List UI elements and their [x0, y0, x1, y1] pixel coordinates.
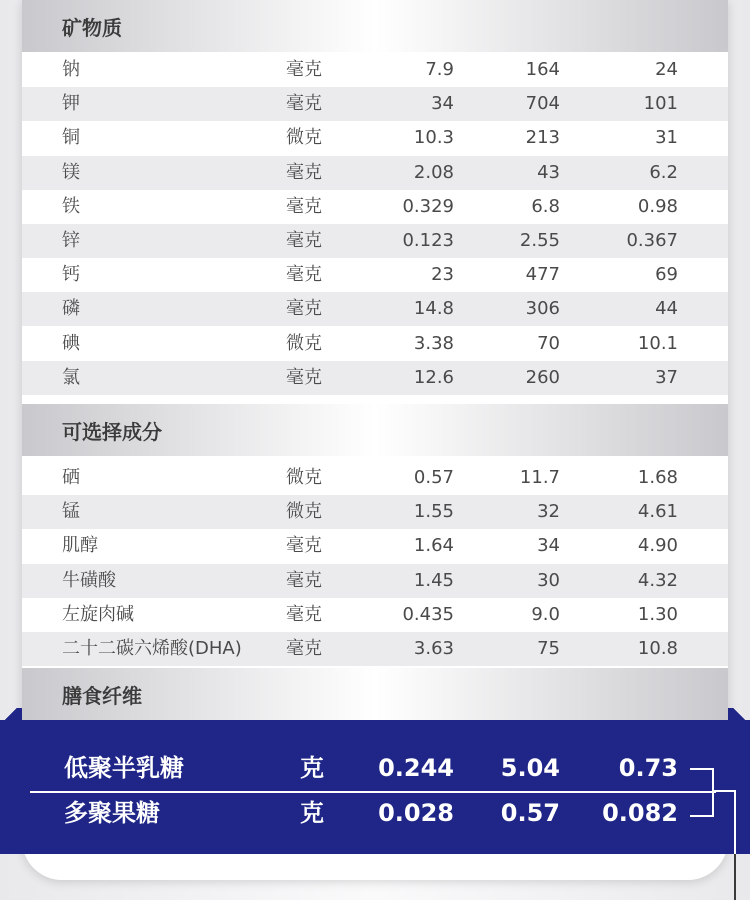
cell-unit: 微克 — [286, 467, 322, 488]
cell-v1: 0.57 — [413, 467, 454, 488]
cell-unit: 微克 — [286, 332, 322, 354]
table-row — [22, 87, 728, 121]
cell-name: 钠 — [62, 59, 80, 80]
table-row — [22, 327, 728, 361]
cell-v3: 24 — [655, 59, 678, 80]
cell-name: 多聚果糖 — [64, 799, 160, 827]
cell-v2: 306 — [525, 298, 560, 320]
cell-v2: 75 — [537, 638, 560, 659]
cell-v3: 0.082 — [602, 799, 678, 827]
cell-v2: 260 — [525, 366, 560, 388]
callout-bracket — [690, 768, 714, 817]
cell-name: 肌醇 — [62, 535, 98, 557]
cell-name: 锰 — [62, 501, 80, 523]
cell-v3: 10.8 — [637, 638, 678, 659]
cell-v2: 2.55 — [519, 230, 560, 251]
cell-v3: 0.73 — [618, 754, 678, 782]
cell-v2: 0.57 — [500, 799, 560, 827]
cell-name: 铁 — [62, 195, 80, 217]
callout-lead-line-below — [734, 854, 736, 900]
cell-unit: 毫克 — [286, 195, 322, 217]
cell-v3: 6.2 — [649, 161, 678, 183]
cell-v1: 12.6 — [413, 366, 454, 388]
table-row — [22, 121, 728, 155]
cell-v2: 11.7 — [519, 467, 560, 488]
section-title-fiber: 膳食纤维 — [62, 683, 142, 708]
cell-v2: 704 — [525, 93, 560, 115]
cell-v1: 10.3 — [413, 127, 454, 149]
cell-v3: 4.90 — [637, 535, 678, 557]
cell-v1: 0.435 — [402, 603, 454, 625]
table-row — [22, 564, 728, 598]
cell-v3: 37 — [655, 366, 678, 388]
cell-v2: 213 — [525, 127, 560, 149]
section-header-optional — [22, 404, 728, 456]
cell-v3: 1.68 — [637, 467, 678, 488]
cell-v1: 34 — [431, 93, 454, 115]
cell-unit: 毫克 — [286, 638, 322, 659]
cell-v1: 7.9 — [425, 59, 454, 80]
cell-v2: 164 — [525, 59, 560, 80]
table-row — [22, 632, 728, 666]
cell-unit: 克 — [300, 754, 324, 782]
table-row — [22, 292, 728, 326]
cell-v1: 1.55 — [413, 501, 454, 523]
cell-unit: 毫克 — [286, 93, 322, 115]
cell-v3: 69 — [655, 264, 678, 286]
cell-name: 磷 — [62, 298, 80, 320]
cell-unit: 毫克 — [286, 59, 322, 80]
cell-v2: 34 — [537, 535, 560, 557]
cell-unit: 毫克 — [286, 298, 322, 320]
cell-v2: 6.8 — [531, 195, 560, 217]
fiber-row-divider — [30, 791, 716, 793]
cell-v2: 9.0 — [531, 603, 560, 625]
cell-name: 钙 — [62, 264, 80, 286]
cell-v2: 70 — [537, 332, 560, 354]
cell-name: 锌 — [62, 230, 80, 251]
section-header-fiber — [22, 668, 728, 720]
table-row — [22, 529, 728, 563]
table-row — [22, 258, 728, 292]
table-row — [22, 53, 728, 87]
table-row — [22, 190, 728, 224]
table-row — [22, 224, 728, 258]
section-header-minerals — [22, 0, 728, 52]
cell-v2: 5.04 — [500, 754, 560, 782]
cell-v3: 1.30 — [637, 603, 678, 625]
cell-v1: 2.08 — [413, 161, 454, 183]
table-row — [30, 791, 720, 835]
cell-v3: 0.367 — [626, 230, 678, 251]
table-row — [22, 461, 728, 495]
cell-v1: 0.244 — [378, 754, 454, 782]
cell-v3: 4.32 — [637, 569, 678, 591]
section-title-optional: 可选择成分 — [62, 419, 162, 444]
cell-unit: 微克 — [286, 127, 322, 149]
cell-v2: 43 — [537, 161, 560, 183]
cell-v3: 4.61 — [637, 501, 678, 523]
cell-v3: 44 — [655, 298, 678, 320]
cell-name: 氯 — [62, 366, 80, 388]
table-row — [22, 361, 728, 395]
cell-unit: 毫克 — [286, 161, 322, 183]
cell-name: 镁 — [62, 161, 80, 183]
cell-unit: 毫克 — [286, 230, 322, 251]
cell-name: 左旋肉碱 — [62, 603, 134, 625]
cell-name: 低聚半乳糖 — [64, 754, 184, 782]
cell-v2: 477 — [525, 264, 560, 286]
cell-v1: 14.8 — [413, 298, 454, 320]
cell-name: 牛磺酸 — [62, 569, 116, 591]
cell-v3: 101 — [643, 93, 678, 115]
cell-v3: 31 — [655, 127, 678, 149]
cell-unit: 毫克 — [286, 569, 322, 591]
cell-unit: 微克 — [286, 501, 322, 523]
cell-v1: 3.38 — [413, 332, 454, 354]
cell-v1: 1.64 — [413, 535, 454, 557]
cell-unit: 毫克 — [286, 603, 322, 625]
band-corner-left — [0, 708, 22, 720]
cell-v1: 1.45 — [413, 569, 454, 591]
band-corner-right — [728, 708, 750, 720]
cell-name: 铜 — [62, 127, 80, 149]
table-row — [30, 746, 720, 790]
cell-v1: 0.028 — [378, 799, 454, 827]
section-title-minerals: 矿物质 — [62, 15, 122, 40]
cell-unit: 毫克 — [286, 535, 322, 557]
cell-v2: 32 — [537, 501, 560, 523]
cell-v3: 10.1 — [637, 332, 678, 354]
table-row — [22, 156, 728, 190]
cell-unit: 毫克 — [286, 366, 322, 388]
cell-name: 硒 — [62, 467, 80, 488]
cell-v1: 0.123 — [402, 230, 454, 251]
cell-name: 碘 — [62, 332, 80, 354]
cell-v3: 0.98 — [637, 195, 678, 217]
cell-name: 二十二碳六烯酸(DHA) — [62, 638, 242, 659]
cell-unit: 毫克 — [286, 264, 322, 286]
callout-bracket-stub — [712, 790, 734, 792]
cell-v1: 3.63 — [413, 638, 454, 659]
cell-v1: 23 — [431, 264, 454, 286]
table-row — [22, 495, 728, 529]
cell-unit: 克 — [300, 799, 324, 827]
cell-v2: 30 — [537, 569, 560, 591]
cell-name: 钾 — [62, 93, 80, 115]
table-row — [22, 598, 728, 632]
cell-v1: 0.329 — [402, 195, 454, 217]
